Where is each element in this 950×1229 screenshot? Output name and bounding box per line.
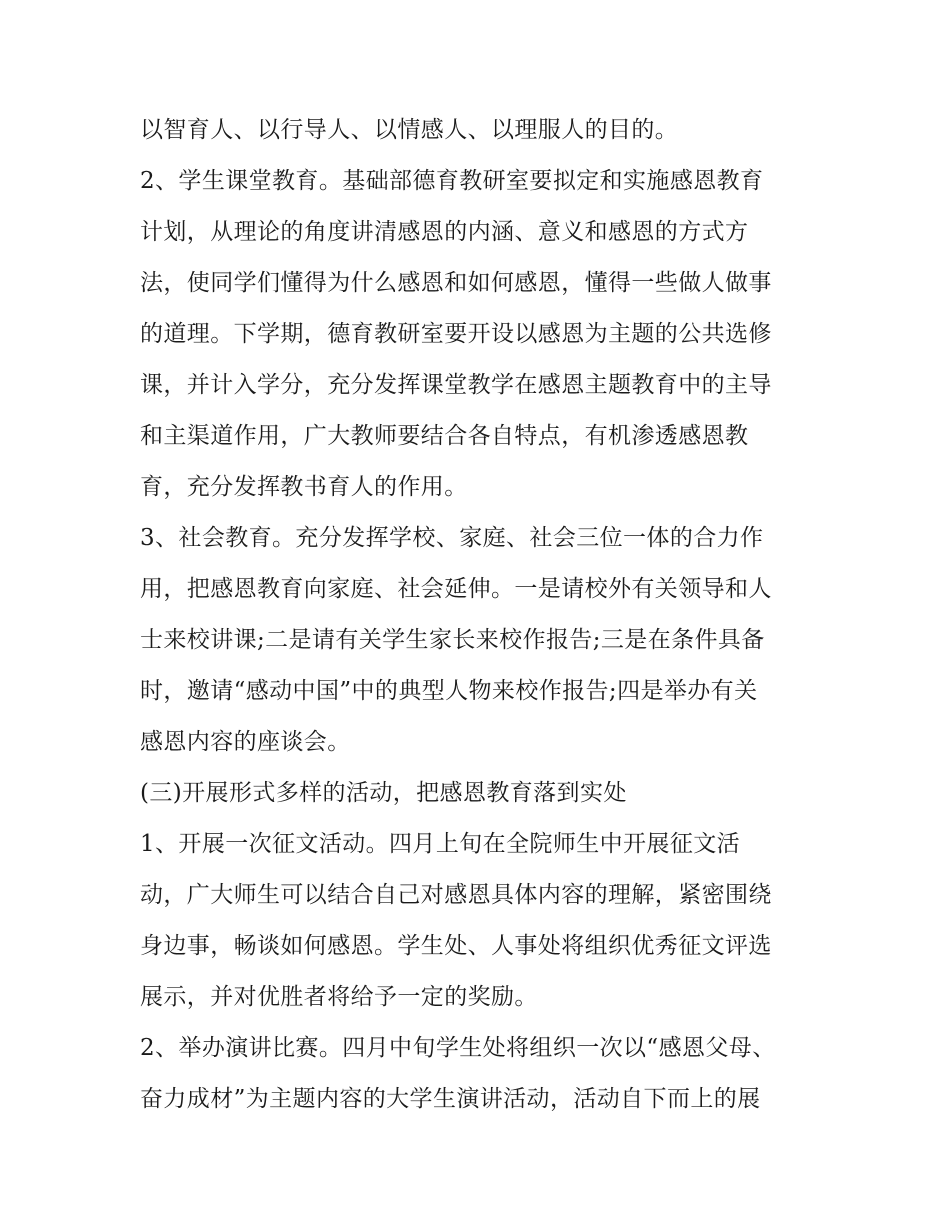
text-line: 用，把感恩教育向家庭、社会延伸。一是请校外有关领导和人	[140, 576, 772, 602]
text-line: 奋力成材”为主题内容的大学生演讲活动，活动自下而上的展	[140, 1086, 761, 1112]
text-line: 以智育人、以行导人、以情感人、以理服人的目的。	[140, 117, 679, 143]
text-line: 1、开展一次征文活动。四月上旬在全院师生中开展征文活	[140, 831, 741, 857]
text-line: 育，充分发挥教书育人的作用。	[140, 474, 468, 500]
text-line: 感恩内容的座谈会。	[140, 729, 351, 755]
text-line: 动，广大师生可以结合自己对感恩具体内容的理解，紧密围绕	[140, 882, 772, 908]
text-line: 课，并计入学分，充分发挥课堂教学在感恩主题教育中的主导	[140, 372, 772, 398]
text-line: 2、举办演讲比赛。四月中旬学生处将组织一次以“感恩父母、	[140, 1035, 776, 1061]
text-line: 和主渠道作用，广大教师要结合各自特点，有机渗透感恩教	[140, 423, 749, 449]
text-line: 3、社会教育。充分发挥学校、家庭、社会三位一体的合力作	[140, 525, 764, 551]
section-heading: (三)开展形式多样的活动，把感恩教育落到实处	[140, 780, 627, 806]
text-line: 展示，并对优胜者将给予一定的奖励。	[140, 984, 538, 1010]
text-line: 身边事，畅谈如何感恩。学生处、人事处将组织优秀征文评选	[140, 933, 772, 959]
text-line: 时，邀请“感动中国”中的典型人物来校作报告;四是举办有关	[140, 678, 758, 704]
text-line: 的道理。下学期，德育教研室要开设以感恩为主题的公共选修	[140, 321, 772, 347]
text-line: 法，使同学们懂得为什么感恩和如何感恩，懂得一些做人做事	[140, 270, 772, 296]
text-line: 士来校讲课;二是请有关学生家长来校作报告;三是在条件具备	[140, 627, 765, 653]
text-line: 2、学生课堂教育。基础部德育教研室要拟定和实施感恩教育	[140, 168, 764, 194]
document-body	[140, 105, 820, 1125]
text-line: 计划，从理论的角度讲清感恩的内涵、意义和感恩的方式方	[140, 219, 749, 245]
